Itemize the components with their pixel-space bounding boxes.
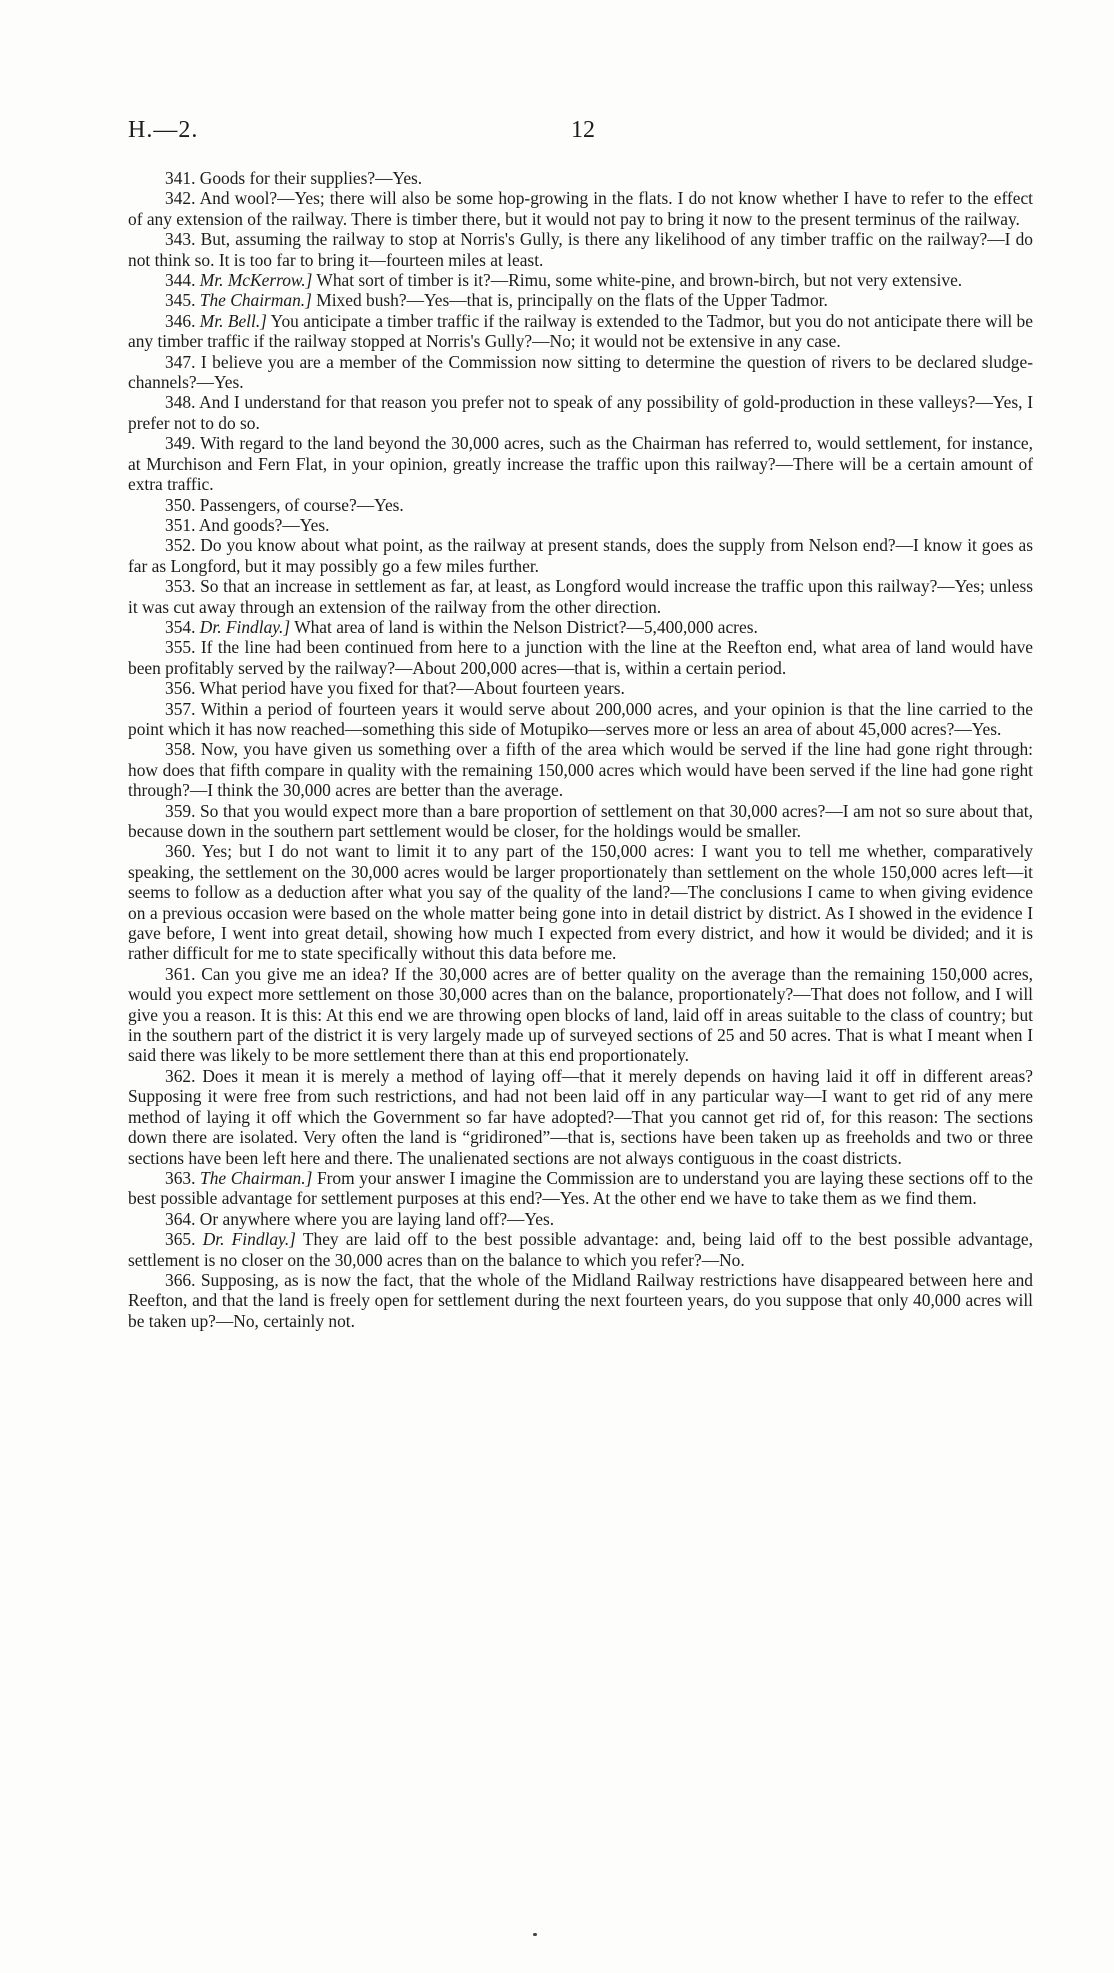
page-header [128,117,1028,151]
question-paragraph: 364. Or anywhere where you are laying land off?—Yes. [165,1208,555,1229]
question-paragraph: 355. If the line had been continued from here to a junction with the line at the Reefton end, what area of land would have been profitably served by the railway?—About 200,000 acres—that is, within a certain period. [128,637,1033,678]
question-paragraph: 363. The Chairman.] From your answer I imagine the Commission are to understand you are laying these sections off to the best possible advantage for settlement purposes at this end?—Yes. At the other end we have to take them as we find them. [128,1167,1033,1209]
speaker-name: Dr. Findlay.] [199,616,291,637]
ink-speck [533,1933,537,1936]
question-paragraph: 354. Dr. Findlay.] What area of land is within the Nelson District?—5,400,000 acres. [165,616,758,637]
question-paragraph: 350. Passengers, of course?—Yes. [165,494,404,515]
evidence-text [128,168,1033,1331]
speaker-name: The Chairman.] [199,290,312,311]
question-paragraph: 341. Goods for their supplies?—Yes. [165,168,423,188]
question-paragraph: 345. The Chairman.] Mixed bush?—Yes—that is, principally on the flats of the Upper Tadmor. [165,290,828,311]
page-number: 12 [571,117,595,143]
speaker-name: Mr. McKerrow.] [199,270,313,291]
question-paragraph: 357. Within a period of fourteen years it would serve about 200,000 acres, and your opinion is that the line carried to the point which it has now reached—something this side of Motupiko—serves more or less an area of about 45,000 acres?—Yes. [128,698,1033,739]
question-paragraph: 359. So that you would expect more than a bare proportion of settlement on that 30,000 acres?—I am not so sure about that, because down in the southern part settlement would be closer, for the holdings would be smaller. [128,800,1033,841]
question-paragraph: 342. And wool?—Yes; there will also be some hop-growing in the flats. I do not know whether I have to refer to the effect of any extension of the railway. There is timber there, but it would not pay to bring it now to the present terminus of the railway. [128,188,1033,229]
speaker-name: Dr. Findlay.] [202,1229,296,1250]
question-paragraph: 352. Do you know about what point, as the railway at present stands, does the supply from Nelson end?—I know it goes as far as Longford, but it may possibly go a few miles further. [128,535,1033,576]
question-paragraph: 346. Mr. Bell.] You anticipate a timber traffic if the railway is extended to the Tadmor, but you do not anticipate there will be any timber traffic if the railway stopped at Norris's Gully?—No; it would not be extensive in any case. [128,310,1033,352]
question-paragraph: 365. Dr. Findlay.] They are laid off to the best possible advantage: and, being laid off to the best possible advantage, settlement is no closer on the 30,000 acres than on the balance to which you refer?—No. [128,1229,1033,1270]
speaker-name: Mr. Bell.] [199,310,267,331]
question-paragraph: 344. Mr. McKerrow.] What sort of timber is it?—Rimu, some white-pine, and brown-birch, but not very extensive. [165,270,963,291]
speaker-name: The Chairman.] [200,1167,313,1188]
question-paragraph: 366. Supposing, as is now the fact, that the whole of the Midland Railway restrictions have disappeared between here and Reefton, and that the land is freely open for settlement during the next fourteen years, do you suppose that only 40,000 acres will be taken up?—No, certainly not. [128,1269,1033,1331]
question-paragraph: 356. What period have you fixed for that?—About fourteen years. [165,678,625,699]
question-paragraph: 347. I believe you are a member of the Commission now sitting to determine the question of rivers to be declared sludge-channels?—Yes. [128,351,1033,393]
question-paragraph: 360. Yes; but I do not want to limit it to any part of the 150,000 acres: I want you to tell me whether, comparatively speaking, the settlement on the 30,000 acres would be larger proportionately than settlement on the whole 150,000 acres left—it seems to follow as a deduction after what you say of the quality of the land?—The conclusions I came to when giving evidence on a previous occasion were based on the whole matter being gone into in detail district by district. As I showed in the evidence I gave before, I went into great detail, showing how much I expected from every district, and how it would be divided; and it is rather difficult for me to state specifically without this data before me. [128,841,1033,964]
question-paragraph: 353. So that an increase in settlement as far, at least, as Longford would increase the traffic upon this railway?—Yes; unless it was cut away through an extension of the railway from the other direction. [128,576,1033,617]
question-paragraph: 348. And I understand for that reason you prefer not to speak of any possibility of gold-production in these valleys?—Yes, I prefer not to do so. [128,392,1033,433]
question-paragraph: 362. Does it mean it is merely a method of laying off—that it merely depends on having laid it off in different areas? Supposing it were free from such restrictions, and had not been laid off in any particular way—I want to get rid of any mere method of laying it off which the Government so far have adopted?—That you cannot get rid of, for this reason: The sections down there are isolated. Very often the land is “gridironed”—that is, sections have been taken up as freeholds and two or three sections have been left here and there. The unalienated sections are not always contiguous in the coast districts. [128,1065,1033,1168]
question-paragraph: 349. With regard to the land beyond the 30,000 acres, such as the Chairman has referred to, would settlement, for instance, at Murchison and Fern Flat, in your opinion, greatly increase the traffic upon this railway?—There will be a certain amount of extra traffic. [128,433,1033,495]
document-reference: H.—2. [128,117,199,143]
question-paragraph: 343. But, assuming the railway to stop at Norris's Gully, is there any likelihood of any timber traffic on the railway?—I do not think so. It is too far to bring it—fourteen miles at least. [128,229,1033,270]
question-paragraph: 351. And goods?—Yes. [165,514,330,535]
question-paragraph: 361. Can you give me an idea? If the 30,000 acres are of better quality on the average than the remaining 150,000 acres, would you expect more settlement on those 30,000 acres than on the balance, proportionately?—That does not follow, and I will give you a reason. It is this: At this end we are throwing open blocks of land, laid off in areas suitable to the class of country; but in the southern part of the district it is very largely made up of surveyed sections of 25 and 50 acres. That is what I meant when I said there was likely to be more settlement there than at this end proportionately. [128,963,1033,1066]
question-paragraph: 358. Now, you have given us something over a fifth of the area which would be served if the line had gone right through: how does that fifth compare in quality with the remaining 150,000 acres which would have been served if the line had gone right through?—I think the 30,000 acres are better than the average. [128,739,1033,801]
